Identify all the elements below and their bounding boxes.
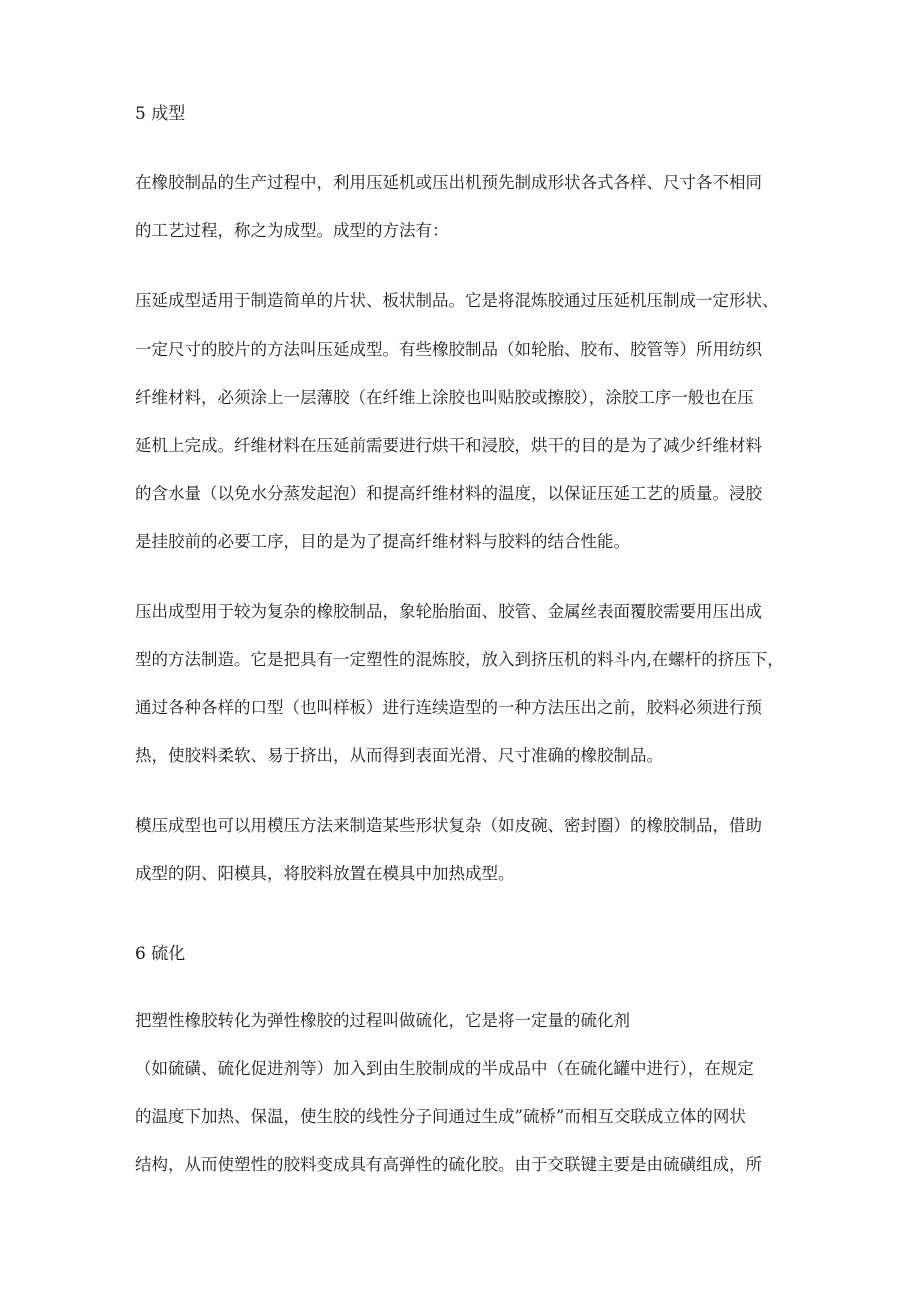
paragraph-line: 成型的阴、阳模具，将胶料放置在模具中加热成型。 [135,864,515,883]
paragraph-line: 型的方法制造。它是把具有一定塑性的混炼胶，放入到挤压机的料斗内,在螺杆的挤压下， [135,650,784,669]
paragraph-line: 结构，从而使塑性的胶料变成具有高弹性的硫化胶。由于交联键主要是由硫磺组成，所 [135,1155,762,1174]
paragraph-line: 纤维材料，必须涂上一层薄胶（在纤维上涂胶也叫贴胶或擦胶），涂胶工序一般也在压 [135,388,754,407]
paragraph-line: 压出成型用于较为复杂的橡胶制品，象轮胎胎面、胶管、金属丝表面覆胶需要用压出成 [135,602,762,621]
section-heading-molding: 5 成型 [135,104,186,124]
paragraph-line: 延机上完成。纤维材料在压延前需要进行烘干和浸胶，烘干的目的是为了减少纤维材料 [135,436,762,455]
paragraph-line: 模压成型也可以用模压方法来制造某些形状复杂（如皮碗、密封圈）的橡胶制品，借助 [135,816,762,835]
paragraph-line: 通过各种各样的口型（也叫样板）进行连续造型的一种方法压出之前，胶料必须进行预 [135,698,762,717]
paragraph-line: 压延成型适用于制造简单的片状、板状制品。它是将混炼胶通过压延机压制成一定形状、 [135,291,779,310]
paragraph-line: 是挂胶前的必要工序，目的是为了提高纤维材料与胶料的结合性能。 [135,532,630,551]
paragraph-line: 在橡胶制品的生产过程中，利用压延机或压出机预先制成形状各式各样、尺寸各不相同 [135,173,762,192]
paragraph-line: 把塑性橡胶转化为弹性橡胶的过程叫做硫化，它是将一定量的硫化剂 [135,1011,630,1030]
paragraph-line: （如硫磺、硫化促进剂等）加入到由生胶制成的半成品中（在硫化罐中进行），在规定 [135,1059,754,1078]
paragraph-line: 的温度下加热、保温，使生胶的线性分子间通过生成”硫桥”而相互交联成立体的网状 [135,1107,746,1126]
paragraph-line: 热，使胶料柔软、易于挤出，从而得到表面光滑、尺寸准确的橡胶制品。 [135,746,663,765]
paragraph-line: 的含水量（以免水分蒸发起泡）和提高纤维材料的温度，以保证压延工艺的质量。浸胶 [135,484,762,503]
paragraph-line: 的工艺过程，称之为成型。成型的方法有： [135,221,449,240]
section-heading-vulcanization: 6 硫化 [135,944,186,964]
paragraph-line: 一定尺寸的胶片的方法叫压延成型。有些橡胶制品（如轮胎、胶布、胶管等）所用纺织 [135,340,762,359]
